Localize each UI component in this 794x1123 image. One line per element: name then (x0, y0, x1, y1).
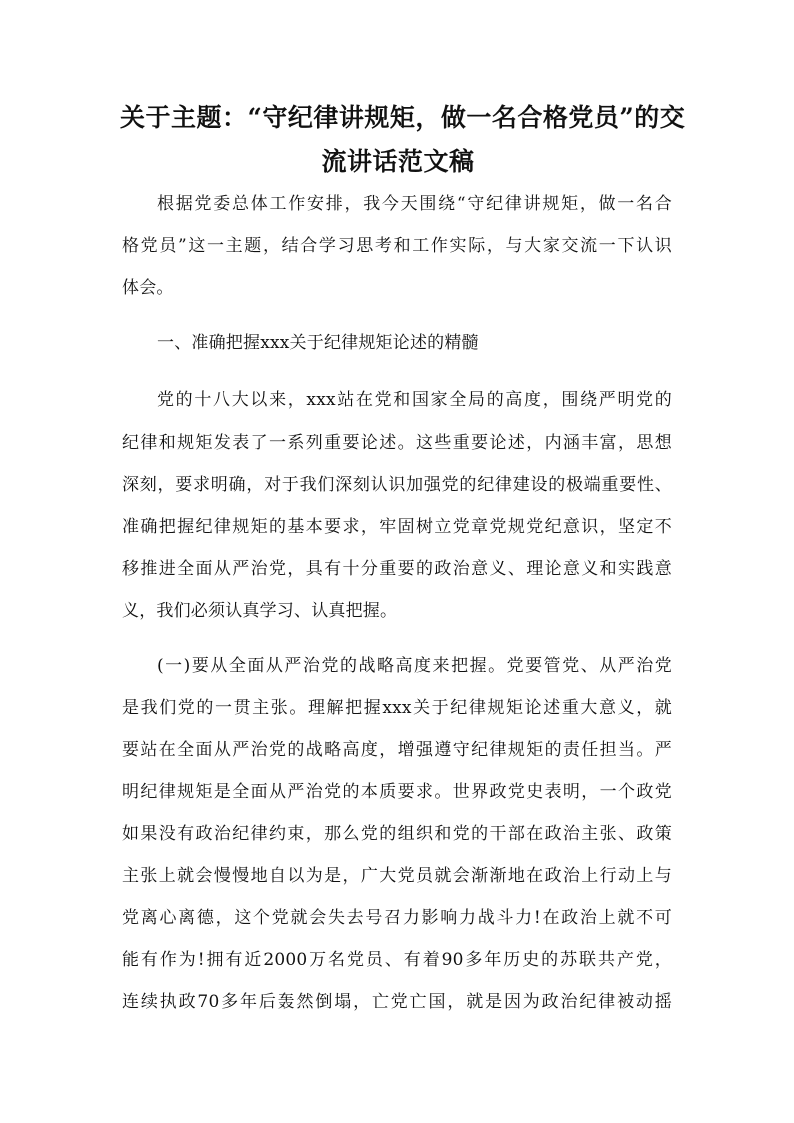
section-heading: 一、准确把握xxx关于纪律规矩论述的精髓 (157, 333, 479, 353)
paragraph-line: 义，我们必须认真学习、认真把握。 (122, 601, 398, 621)
paragraph-line: 党离心离德，这个党就会失去号召力影响力战斗力!在政治上就不可 (122, 908, 672, 928)
document-title-line-1: 关于主题：“守纪律讲规矩，做一名合格党员”的交 (120, 103, 686, 132)
paragraph-line: 连续执政70多年后轰然倒塌，亡党亡国，就是因为政治纪律被动摇 (122, 992, 672, 1012)
paragraph-line: 根据党委总体工作安排，我今天围绕“守纪律讲规矩，做一名合 (157, 194, 672, 214)
paragraph-line: 格党员”这一主题，结合学习思考和工作实际，与大家交流一下认识 (122, 236, 672, 256)
paragraph-line: 深刻，要求明确，对于我们深刻认识加强党的纪律建设的极端重要性、 (122, 475, 672, 495)
paragraph-line: 要站在全面从严治党的战略高度，增强遵守纪律规矩的责任担当。严 (122, 740, 672, 760)
paragraph-line: 移推进全面从严治党，具有十分重要的政治意义、理论意义和实践意 (122, 559, 672, 579)
paragraph-line: 纪律和规矩发表了一系列重要论述。这些重要论述，内涵丰富，思想 (122, 433, 672, 453)
paragraph-line: 准确把握纪律规矩的基本要求，牢固树立党章党规党纪意识，坚定不 (122, 517, 672, 537)
paragraph-line: 党的十八大以来，xxx站在党和国家全局的高度，围绕严明党的 (157, 390, 672, 410)
paragraph-line: (一)要从全面从严治党的战略高度来把握。党要管党、从严治党 (157, 656, 672, 676)
paragraph-line: 如果没有政治纪律约束，那么党的组织和党的干部在政治主张、政策 (122, 824, 672, 844)
paragraph-line: 明纪律规矩是全面从严治党的本质要求。世界政党史表明，一个政党 (122, 782, 672, 802)
paragraph-line: 主张上就会慢慢地自以为是，广大党员就会渐渐地在政治上行动上与 (122, 866, 672, 886)
document-title-line-2: 流讲话范文稿 (321, 147, 475, 176)
paragraph-line: 体会。 (122, 278, 174, 298)
paragraph-line: 是我们党的一贯主张。理解把握xxx关于纪律规矩论述重大意义，就 (122, 698, 672, 718)
paragraph-line: 能有作为!拥有近2000万名党员、有着90多年历史的苏联共产党， (122, 950, 672, 970)
